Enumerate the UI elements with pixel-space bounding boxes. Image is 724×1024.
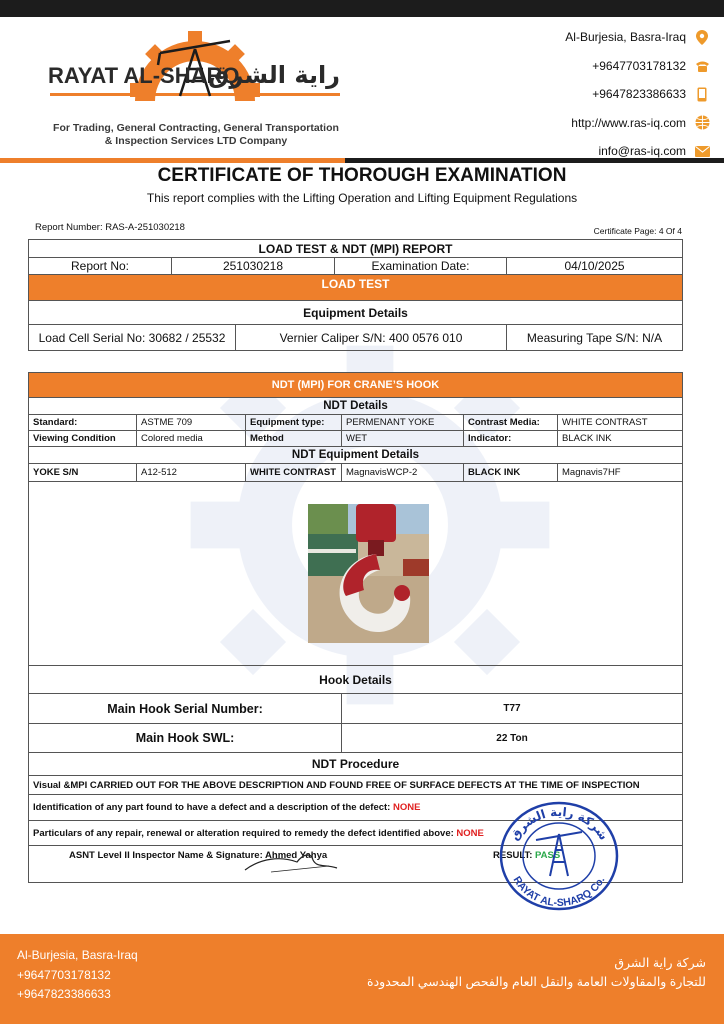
- hook-details-title: Hook Details: [29, 666, 683, 694]
- location-pin-icon: [694, 29, 710, 45]
- indicator-label: Indicator:: [464, 431, 558, 447]
- equipment-details-title: Equipment Details: [29, 301, 683, 325]
- crane-hook-photo: [308, 504, 429, 643]
- tagline-line-2: & Inspection Services LTD Company: [104, 135, 288, 147]
- phone1-text: +9647703178132: [592, 58, 686, 73]
- hook-swl-label: Main Hook SWL:: [29, 724, 342, 753]
- viewing-condition-label: Viewing Condition: [29, 431, 137, 447]
- logo-name-en: RAYAT AL-SHARQ: [48, 63, 240, 88]
- exam-date-label: Examination Date:: [335, 258, 507, 275]
- header-separator: [0, 158, 724, 163]
- black-ink-value: Magnavis7HF: [558, 464, 683, 482]
- company-stamp: [498, 800, 620, 912]
- viewing-condition-value: Colored media: [137, 431, 246, 447]
- result-value: PASS: [535, 850, 561, 861]
- company-tagline: [36, 122, 356, 148]
- white-contrast-label: WHITE CONTRAST: [246, 464, 342, 482]
- white-contrast-value: MagnavisWCP-2: [342, 464, 464, 482]
- standard-value: ASTME 709: [137, 415, 246, 431]
- hook-swl-value: 22 Ton: [342, 724, 683, 753]
- result-label: RESULT:: [493, 850, 536, 861]
- stamp-text-en: RAYAT AL-SHARQ Co.: [510, 874, 608, 910]
- footer-phone-1: +9647703178132: [17, 967, 111, 982]
- footer-address: Al-Burjesia, Basra-Iraq: [17, 948, 138, 962]
- footer-desc-ar: للتجارة والمقاولات العامة والنقل العام والفحص الهندسي المحدودة: [367, 975, 706, 989]
- footer-contacts: [17, 946, 138, 1005]
- footer-phone-2: +9647823386633: [17, 987, 111, 1001]
- footer-name-ar: شركة راية الشرق: [614, 956, 706, 970]
- phone2-text: +9647823386633: [592, 87, 686, 102]
- repair-label: Particulars of any repair, renewal or alteration required to remedy the defect identified above:: [33, 827, 457, 839]
- globe-icon: [694, 115, 710, 131]
- equipment-type-value: PERMENANT YOKE: [342, 415, 464, 431]
- report-section-title: LOAD TEST & NDT (MPI) REPORT: [29, 240, 683, 258]
- stamp-text-ar: شركة راية الشرق: [507, 804, 611, 843]
- contrast-media-value: WHITE CONTRAST: [558, 415, 683, 431]
- standard-label: Standard:: [29, 415, 137, 431]
- load-cell-serial: Load Cell Serial No: 30682 / 25532: [29, 325, 236, 351]
- inspector-signature: [241, 850, 341, 874]
- contact-website[interactable]: [450, 109, 710, 138]
- envelope-icon: [694, 143, 710, 159]
- exam-date-value: 04/10/2025: [507, 258, 683, 275]
- ndt-details-title: NDT Details: [29, 398, 683, 415]
- hook-serial-value: T77: [342, 694, 683, 724]
- measuring-tape-serial: Measuring Tape S/N: N/A: [507, 325, 683, 351]
- letterhead: [0, 17, 724, 159]
- mobile-icon: [694, 86, 710, 102]
- load-test-banner: LOAD TEST: [29, 275, 683, 301]
- contrast-media-label: Contrast Media:: [464, 415, 558, 431]
- inspector-label: ASNT Level II Inspector Name & Signature: Ahmed Yahya: [69, 850, 328, 861]
- email-text[interactable]: info@ras-iq.com: [598, 144, 686, 159]
- contact-phone-2: [450, 80, 710, 109]
- hook-serial-label: Main Hook Serial Number:: [29, 694, 342, 724]
- ndt-section-banner: NDT (MPI) FOR CRANE’S HOOK: [29, 373, 683, 398]
- yoke-sn-value: A12-512: [137, 464, 246, 482]
- vernier-caliper-serial: Vernier Caliper S/N: 400 0576 010: [236, 325, 507, 351]
- document-title: CERTIFICATE OF THOROUGH EXAMINATION: [157, 165, 567, 186]
- certificate-page: Certificate Page: 4 Of 4: [593, 226, 682, 236]
- equipment-type-label: Equipment type:: [246, 415, 342, 431]
- load-test-table: [28, 239, 683, 351]
- ndt-equipment-title: NDT Equipment Details: [29, 447, 683, 464]
- footer: [0, 934, 724, 1024]
- ndt-procedure-title: NDT Procedure: [29, 753, 683, 776]
- method-label: Method: [246, 431, 342, 447]
- report-no-label: Report No:: [29, 258, 172, 275]
- indicator-value: BLACK INK: [558, 431, 683, 447]
- defect-label: Identification of any part found to have a defect and a description of the defect:: [33, 802, 393, 813]
- top-dark-bar: [0, 0, 724, 17]
- document-subtitle: This report complies with the Lifting Operation and Lifting Equipment Regulations: [146, 191, 578, 205]
- footer-company-arabic: [367, 954, 706, 992]
- contact-list: [450, 23, 710, 166]
- yoke-sn-label: YOKE S/N: [29, 464, 137, 482]
- tagline-line-1: For Trading, General Contracting, General Transportation: [53, 122, 339, 134]
- contact-phone-1: [450, 52, 710, 81]
- method-value: WET: [342, 431, 464, 447]
- website-text[interactable]: http://www.ras-iq.com: [571, 115, 686, 130]
- black-ink-label: BLACK INK: [464, 464, 558, 482]
- report-no-value: 251030218: [172, 258, 335, 275]
- address-text: Al-Burjesia, Basra-Iraq: [565, 30, 686, 45]
- procedure-statement: Visual &MPI CARRIED OUT FOR THE ABOVE DESCRIPTION AND FOUND FREE OF SURFACE DEFECTS AT THE TIME OF INSPECTION: [29, 776, 683, 795]
- contact-address: [450, 23, 710, 52]
- svg-text:RAYAT AL-SHARQ Co.: [511, 874, 608, 909]
- repair-value: NONE: [456, 827, 484, 839]
- phone-icon: [694, 58, 710, 74]
- report-number: Report Number: RAS-A-251030218: [35, 222, 185, 233]
- defect-value: NONE: [392, 802, 421, 813]
- hook-photo-cell: [29, 482, 683, 666]
- logo-name-ar: راية الشرق: [207, 61, 340, 89]
